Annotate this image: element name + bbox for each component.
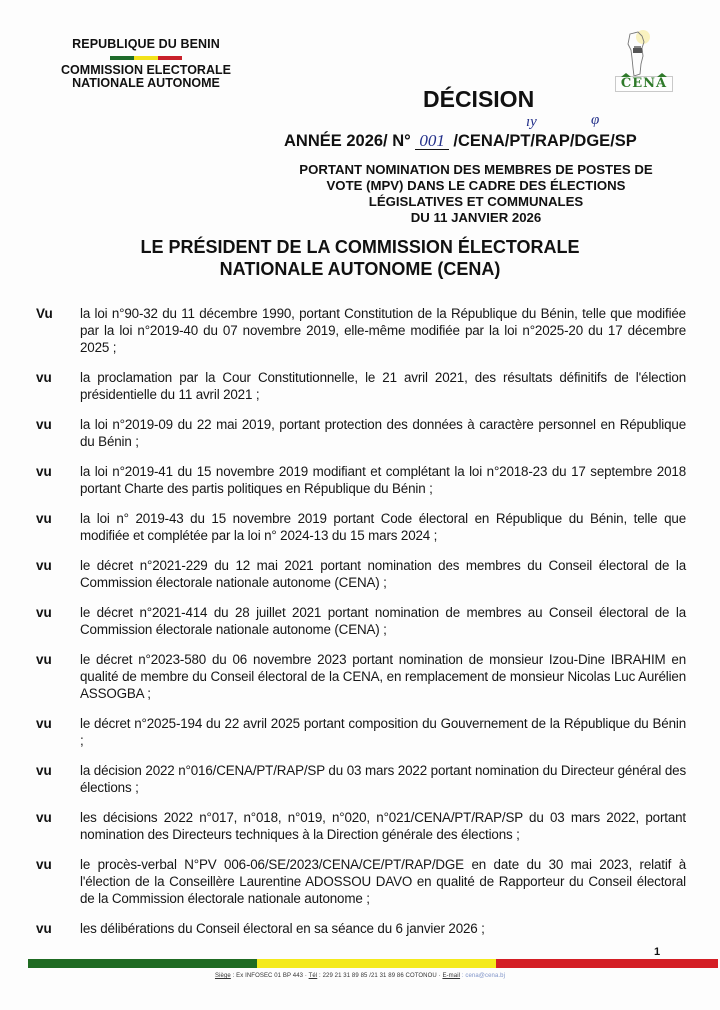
logo-wordmark: CENA: [615, 76, 673, 92]
flag-stripe-small: [110, 56, 182, 60]
footer-yellow-band: [257, 959, 496, 968]
address-value: : Ex INFOSEC 01 BP 443 ·: [232, 973, 307, 979]
vu-label: vu: [36, 810, 52, 825]
consideration-item: [36, 510, 686, 544]
document-title: DÉCISION: [423, 86, 535, 112]
consideration-item: [36, 305, 686, 356]
consideration-text: la loi n°90-32 du 11 décembre 1990, portant Constitution de la République du Bénin, telle que modifiée par la loi n°2019-40 du 07 novembre 2019, elle-même modifiée par la loi n°2025-20 du 17 décembre 2025 ;: [80, 306, 686, 355]
subject-line: VOTE (MPV) DANS LE CADRE DES ÉLECTIONS: [326, 178, 626, 193]
vu-label: vu: [36, 652, 52, 667]
consideration-text: la loi n°2019-09 du 22 mai 2019, portant protection des données à caractère personnel en République du Bénin ;: [80, 417, 686, 449]
decision-subject: [260, 162, 692, 226]
consideration-item: [36, 604, 686, 638]
consideration-item: [36, 809, 686, 843]
vu-label: vu: [36, 558, 52, 573]
address-label: Siège: [214, 973, 231, 979]
logo-accent-left: [621, 73, 631, 77]
consideration-item: [36, 369, 686, 403]
email-label: E-mail: [442, 973, 461, 979]
reference-number-handwritten: 001: [415, 133, 449, 150]
consideration-text: les délibérations du Conseil électoral en sa séance du 6 janvier 2026 ;: [80, 921, 485, 936]
consideration-item: [36, 416, 686, 450]
page-number: 1: [654, 946, 661, 958]
reference-prefix: ANNÉE 2026/ N°: [284, 132, 411, 150]
vu-label: vu: [36, 370, 52, 385]
consideration-item: [36, 920, 686, 937]
considerations-list: [36, 305, 686, 950]
vu-label: vu: [36, 464, 52, 479]
consideration-item: [36, 762, 686, 796]
phone-value: : 229 21 31 89 85 /21 31 89 86 COTONOU ·: [319, 973, 441, 979]
organization-header: [56, 37, 236, 90]
country-name: REPUBLIQUE DU BENIN: [72, 37, 220, 51]
vu-label: vu: [36, 417, 52, 432]
handwritten-initials: ıy: [526, 114, 537, 130]
subject-line: LÉGISLATIVES ET COMMUNALES: [368, 194, 584, 209]
consideration-text: le décret n°2021-414 du 28 juillet 2021 portant nomination de membres au Conseil électoral de la Commission électorale nationale autonome (CENA) ;: [80, 605, 686, 637]
organization-name-line2: NATIONALE AUTONOME: [72, 76, 220, 90]
flag-yellow-band: [134, 56, 158, 60]
logo-accent-right: [657, 73, 667, 77]
footer-flag-stripe: [28, 959, 718, 968]
vu-label: vu: [36, 511, 52, 526]
issuing-authority: [95, 236, 625, 280]
consideration-text: les décisions 2022 n°017, n°018, n°019, n°020, n°021/CENA/PT/RAP/SP du 03 mars 2022, portant nomination des Directeurs techniques à la Direction générale des élections ;: [80, 810, 686, 842]
vu-label: vu: [36, 921, 52, 936]
consideration-text: la loi n°2019-41 du 15 novembre 2019 modifiant et complétant la loi n°2018-23 du 17 septembre 2018 portant Charte des partis politiques en République du Bénin ;: [80, 464, 686, 496]
consideration-text: la décision 2022 n°016/CENA/PT/RAP/SP du 03 mars 2022 portant nomination du Directeur général des élections ;: [80, 763, 686, 795]
consideration-item: [36, 651, 686, 702]
consideration-text: le procès-verbal N°PV 006-06/SE/2023/CENA/CE/PT/RAP/DGE en date du 30 mai 2023, relatif à l'élection de la Conseillère Laurentine ADOSSOU DAVO en qualité de Rapporteur du Conseil électoral de la Commission électorale nationale autonome ;: [80, 857, 686, 906]
consideration-item: [36, 715, 686, 749]
phone-label: Tél: [308, 973, 318, 979]
consideration-text: la proclamation par la Cour Constitutionnelle, le 21 avril 2021, des résultats définitifs de l'élection présidentielle du 11 avril 2021 ;: [80, 370, 686, 402]
consideration-item: [36, 557, 686, 591]
consideration-text: le décret n°2021-229 du 12 mai 2021 portant nomination des membres du Conseil électoral de la Commission électorale nationale autonome (CENA) ;: [80, 558, 686, 590]
footer-contact-info: [0, 973, 720, 979]
authority-line: LE PRÉSIDENT DE LA COMMISSION ÉLECTORALE: [140, 237, 580, 257]
vu-label: vu: [36, 763, 52, 778]
vu-label: vu: [36, 857, 52, 872]
reference-suffix: /CENA/PT/RAP/DGE/SP: [453, 132, 637, 150]
vu-label: Vu: [36, 306, 53, 321]
footer-red-band: [496, 959, 718, 968]
consideration-text: le décret n°2025-194 du 22 avril 2025 portant composition du Gouvernement de la République du Bénin ;: [80, 716, 686, 748]
vu-label: vu: [36, 716, 52, 731]
email-link[interactable]: : cena@cena.bj: [461, 973, 506, 979]
organization-name-line1: COMMISSION ELECTORALE: [61, 63, 231, 77]
consideration-item: [36, 856, 686, 907]
subject-line: DU 11 JANVIER 2026: [410, 210, 542, 225]
flag-green-band: [110, 56, 134, 60]
consideration-item: [36, 463, 686, 497]
consideration-text: la loi n° 2019-43 du 15 novembre 2019 portant Code électoral en République du Bénin, telle que modifiée et complétée par la loi n° 2024-13 du 15 mars 2024 ;: [80, 511, 686, 543]
consideration-text: le décret n°2023-580 du 06 novembre 2023 portant nomination de monsieur Izou-Dine IBRAHIM en qualité de membre du Conseil électoral de la CENA, en remplacement de monsieur Nicolas Luc Aurélien ASSOGBA ;: [80, 652, 686, 701]
vu-label: vu: [36, 605, 52, 620]
flag-red-band: [158, 56, 182, 60]
handwritten-paraph: φ: [591, 112, 600, 128]
footer-green-band: [28, 959, 257, 968]
authority-line: NATIONALE AUTONOME (CENA): [219, 259, 501, 279]
reference-line: [284, 132, 637, 151]
subject-line: PORTANT NOMINATION DES MEMBRES DE POSTES DE: [299, 162, 653, 177]
